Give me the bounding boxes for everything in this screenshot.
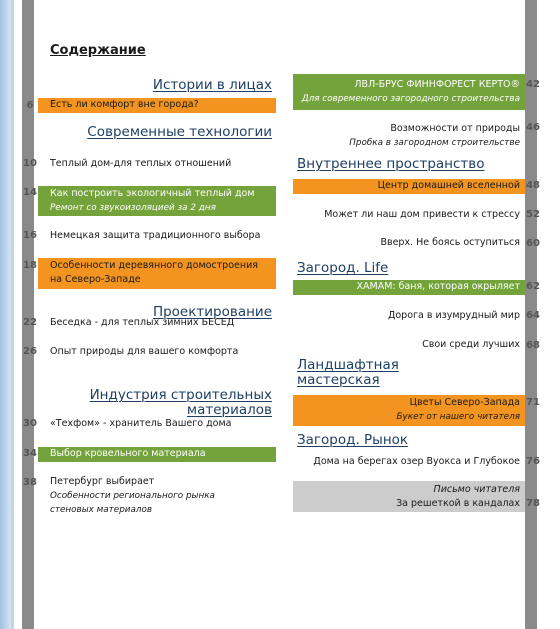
page-number: 16: [23, 230, 37, 241]
section-heading: Современные технологии: [87, 124, 272, 140]
section-heading: Внутреннее пространство: [297, 156, 485, 172]
toc-entry[interactable]: Свои среди лучших: [422, 339, 520, 350]
toc-entry[interactable]: Выбор кровельного материала: [38, 447, 276, 462]
toc-entry[interactable]: Дома на берегах озер Вуокса и Глубокое: [313, 456, 520, 467]
toc-entry[interactable]: Вверх. Не боясь оступиться: [380, 237, 520, 248]
toc-entry[interactable]: Есть ли комфорт вне города?: [38, 98, 276, 113]
section-heading: Истории в лицах: [152, 77, 272, 93]
page-number: 6: [26, 100, 34, 111]
page-number: 71: [526, 397, 540, 408]
page-number: 76: [526, 456, 540, 467]
toc-entry[interactable]: Возможности от природы Пробка в загородном строительстве: [349, 123, 520, 148]
toc-entry[interactable]: Цветы Северо-Запада Букет от нашего читателя: [293, 395, 525, 426]
left-grey-bar: [22, 0, 34, 629]
toc-entry[interactable]: Теплый дом-для теплых отношений: [50, 158, 232, 169]
section-heading: Проектирование: [152, 304, 272, 320]
page-number: 22: [23, 317, 37, 328]
page-number: 26: [23, 346, 37, 357]
page-number: 52: [526, 209, 540, 220]
toc-entry[interactable]: Дорога в изумрудный мир: [387, 310, 520, 321]
toc-title: Содержание: [50, 43, 146, 58]
page-number: 14: [23, 187, 37, 198]
page-number: 18: [23, 260, 37, 271]
page-number: 60: [526, 238, 540, 249]
toc-entry[interactable]: ХАМАМ: баня, которая окрыляет: [293, 280, 525, 295]
toc-entry[interactable]: Петербург выбирает Особенности регионального рынка стеновых материалов: [50, 476, 215, 515]
toc-entry[interactable]: Немецкая защита традиционного выбора: [50, 230, 261, 241]
section-heading: Индустрия строительных материалов: [89, 387, 272, 418]
toc-entry[interactable]: Письмо читателя За решеткой в кандалах: [293, 481, 525, 512]
toc-entry[interactable]: Опыт природы для вашего комфорта: [50, 346, 239, 357]
page-number: 64: [526, 310, 540, 321]
toc-entry[interactable]: Центр домашней вселенной: [293, 179, 525, 194]
page-number: 10: [23, 158, 37, 169]
toc-entry[interactable]: Как построить экологичный теплый дом Ремонт со звукоизоляцией за 2 дня: [38, 186, 276, 216]
toc-entry[interactable]: Может ли наш дом привести к стрессу: [324, 209, 520, 220]
section-heading: Загород. Рынок: [297, 432, 409, 448]
page-number: 34: [23, 448, 37, 459]
page-number: 78: [526, 498, 540, 509]
page-number: 38: [23, 477, 37, 488]
toc-entry[interactable]: «Техфом» - хранитель Вашего дома: [50, 418, 232, 429]
page-number: 68: [526, 340, 540, 351]
toc-entry[interactable]: Беседка - для теплых зимних БЕСЕД: [50, 317, 235, 328]
page-number: 48: [526, 180, 540, 191]
page-number: 46: [526, 122, 540, 133]
toc-entry[interactable]: ЛВЛ-БРУС ФИННФОРЕСТ КЕРТО® Для современного загородного строительства: [293, 74, 525, 110]
left-page-edge: [0, 0, 14, 629]
section-heading: Загород. Life: [297, 260, 389, 276]
section-heading: Ландшафтная мастерская: [297, 357, 399, 388]
page-number: 42: [526, 79, 540, 90]
page-number: 30: [23, 418, 37, 429]
toc-entry[interactable]: Особенности деревянного домостроения на Северо-Западе: [38, 258, 276, 289]
page-number: 62: [526, 281, 540, 292]
